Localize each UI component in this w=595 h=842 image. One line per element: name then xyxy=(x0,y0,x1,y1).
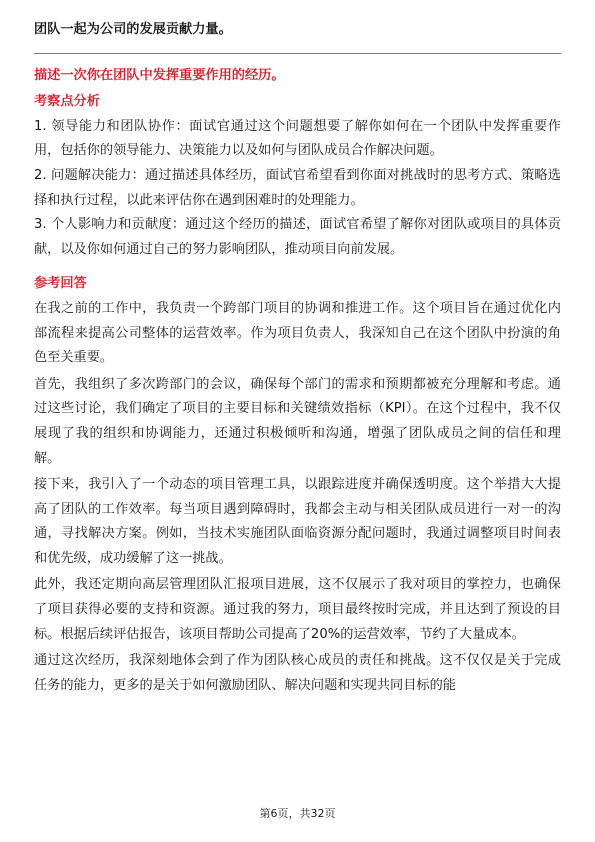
question-heading: 描述一次你在团队中发挥重要作用的经历。 xyxy=(34,67,285,83)
reference-paragraph: 首先，我组织了多次跨部门的会议，确保每个部门的需求和预期都被充分理解和考虑。通过这些讨论，我们确定了项目的主要目标和关键绩效指标（KPI）。在这个过程中，我不仅展现了我的组织和协调能力，还通过积极倾听和沟通，增强了团队成员之间的信任和理解。 xyxy=(34,376,561,466)
reference-paragraph: 在我之前的工作中，我负责一个跨部门项目的协调和推进工作。这个项目旨在通过优化内部流程来提高公司整体的运营效率。作为项目负责人，我深知自己在这个团队中扮演的角色至关重要。 xyxy=(34,300,561,366)
analysis-item: 2. 问题解决能力：通过描述具体经历，面试官希望看到你面对挑战时的思考方式、策略选择和执行过程，以此来评估你在遇到困难时的处理能力。 xyxy=(34,167,561,208)
page-number: 第6页，共32页 xyxy=(259,807,336,820)
analysis-item: 3. 个人影响力和贡献度：通过这个经历的描述，面试官希望了解你对团队或项目的具体贡献，以及你如何通过自己的努力影响团队，推动项目向前发展。 xyxy=(34,217,561,257)
reference-paragraph: 通过这次经历，我深刻地体会到了作为团队核心成员的责任和挑战。这不仅仅是关于完成任务的能力，更多的是关于如何激励团队、解决问题和实现共同目标的能 xyxy=(34,653,561,693)
reference-paragraph: 此外，我还定期向高层管理团队汇报项目进展，这不仅展示了我对项目的掌控力，也确保了项目获得必要的支持和资源。通过我的努力，项目最终按时完成，并且达到了预设的目标。根据后续评估报告，该项目帮助公司提高了20%的运营效率，节约了大量成本。 xyxy=(34,577,561,642)
analysis-title: 考察点分析 xyxy=(34,94,100,110)
page-content xyxy=(34,18,561,698)
intro-text: 团队一起为公司的发展贡献力量。 xyxy=(34,22,232,37)
reference-title: 参考回答 xyxy=(34,276,87,292)
reference-paragraph: 接下来，我引入了一个动态的项目管理工具，以跟踪进度并确保透明度。这个举措大大提高了团队的工作效率。每当项目遇到障碍时，我都会主动与相关团队成员进行一对一的沟通，寻找解决方案。例如，当技术实施团队面临资源分配问题时，我通过调整项目时间表和优先级，成功缓解了这一挑战。 xyxy=(34,477,561,566)
analysis-item: 1. 领导能力和团队协作：面试官通过这个问题想要了解你如何在一个团队中发挥重要作用，包括你的领导能力、决策能力以及如何与团队成员合作解决问题。 xyxy=(34,118,561,159)
section-divider xyxy=(34,53,561,54)
